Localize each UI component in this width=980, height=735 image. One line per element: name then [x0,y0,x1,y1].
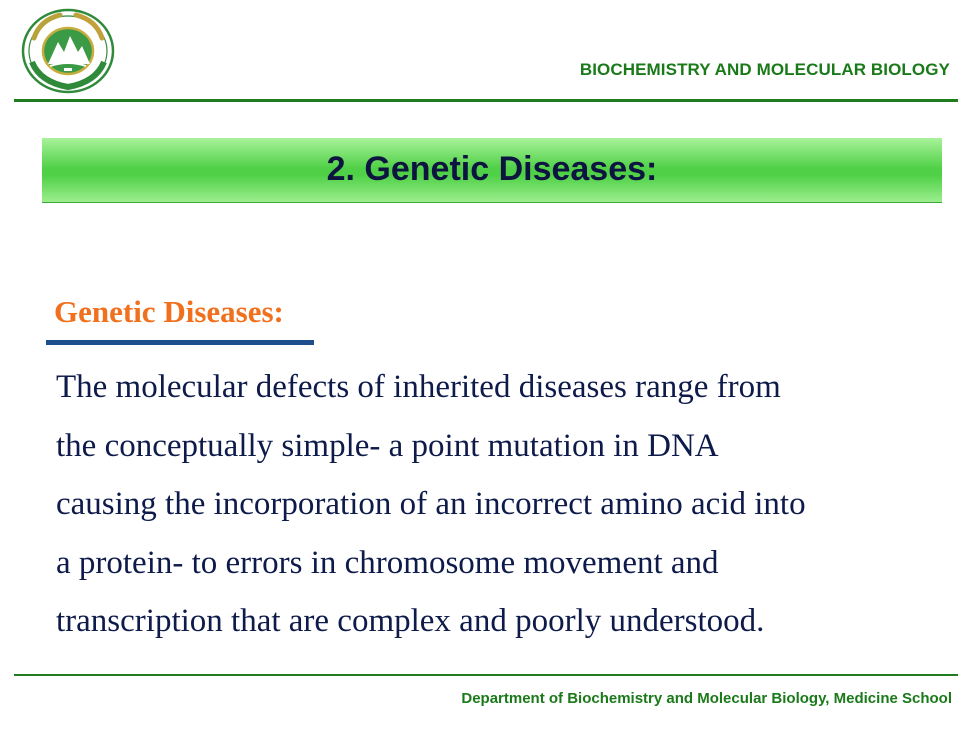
body-line-2: the conceptually simple- a point mutation in DNA [56,427,719,464]
body-line-5: transcription that are complex and poorly understood. [56,603,765,639]
section-heading: Genetic Diseases: [54,294,284,329]
title-banner [42,138,942,202]
header-department-title: BIOCHEMISTRY AND MOLECULAR BIOLOGY [579,60,950,79]
body-paragraph [56,358,956,651]
footer-department: Department of Biochemistry and Molecular Biology, Medicine School [461,690,952,707]
body-line-3: causing the incorporation of an incorrect amino acid into [56,486,806,522]
body-line-1: The molecular defects of inherited diseases range from [56,369,781,405]
university-seal-icon [20,8,116,94]
slide-title: 2. Genetic Diseases: [326,150,658,188]
section-heading-underline [46,340,314,345]
body-line-4: a protein- to errors in chromosome movement and [56,544,719,581]
footer-divider [14,674,958,676]
header-divider [14,99,958,102]
